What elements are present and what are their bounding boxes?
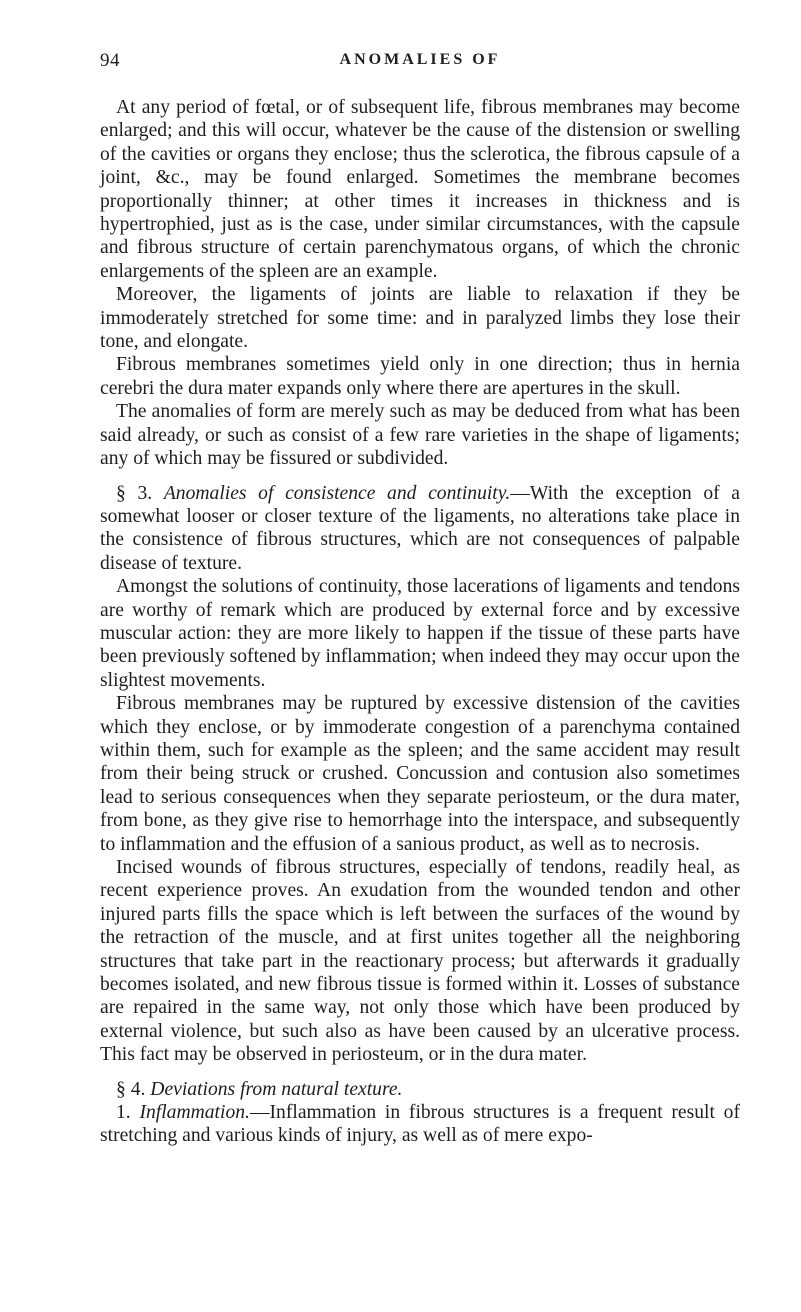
section-number: § 3. [116, 482, 153, 504]
paragraph: Moreover, the ligaments of joints are liable to relaxation if they be immoderately stretched for some time: and in paralyzed limbs they lose their tone, and elongate. [100, 284, 740, 353]
subsection-number: 1. [116, 1102, 131, 1124]
body-text [100, 96, 740, 1148]
section-paragraph [100, 1078, 740, 1101]
section-paragraph: § 3. Anomalies of consistence and continuity.—With the exception of a somewhat looser or closer texture of the ligaments, no alterations take place in the consistence of fibrous structures, which are not consequences of palpable disease of texture. [100, 482, 741, 574]
page-header [100, 50, 740, 78]
paragraph: The anomalies of form are merely such as may be deduced from what has been said already, or such as consist of a few rare varieties in the shape of ligaments; any of which may be fissured or subdivided. [100, 401, 740, 470]
subsection-heading: Inflammation. [139, 1102, 250, 1124]
section-heading: Anomalies of consistence and continuity. [163, 482, 511, 504]
subsection-paragraph: 1. Inflammation.—Inflammation in fibrous structures is a frequent result of stretching and various kinds of injury, as well as of mere expo- [100, 1102, 740, 1147]
page-number: 94 [100, 50, 120, 71]
running-title: ANOMALIES OF [339, 51, 501, 68]
paragraph: Incised wounds of fibrous structures, especially of tendons, readily heal, as recent experience proves. An exudation from the wounded tendon and other injured parts fills the space which is left between the surfaces of the wound by the retraction of the muscle, and at first unites together all the neighboring structures that take part in the reactionary process; but afterwards it gradually becomes isolated, and new fibrous tissue is formed within it. Losses of substance are repaired in the same way, not only those which have been produced by external violence, but such also as have been caused by an ulcerative process. This fact may be observed in periosteum, or in the dura mater. [100, 857, 740, 1066]
paragraph: At any period of fœtal, or of subsequent life, fibrous membranes may become enlarged; and this will occur, whatever be the cause of the distension or swelling of the cavities or organs they enclose; thus the sclerotica, the fibrous capsule of a joint, &c., may be found enlarged. Sometimes the membrane becomes proportionally thinner; at other times it increases in thickness and is hypertrophied, just as is the case, under similar circumstances, with the capsule and fibrous structure of certain parenchymatous organs, of which the chronic enlargements of the spleen are an example. [100, 97, 740, 282]
section-heading: Deviations from natural texture. [150, 1078, 403, 1100]
paragraph: Amongst the solutions of continuity, those lacerations of ligaments and tendons are worthy of remark which are produced by external force and by excessive muscular action: they are more likely to happen if the tissue of these parts have been previously softened by inflammation; when indeed they may occur upon the slightest movements. [100, 576, 740, 691]
paragraph: Fibrous membranes may be ruptured by excessive distension of the cavities which they enclose, or by immoderate congestion of a parenchyma contained within them, such for example as the spleen; and the same accident may result from their being struck or crushed. Concussion and contusion also sometimes lead to serious consequences when they separate periosteum, or the dura mater, from bone, as they give rise to hemorrhage into the interspace, and subsequently to inflammation and the effusion of a sanious product, as well as to necrosis. [100, 693, 740, 855]
section-number: § 4. [116, 1078, 146, 1100]
paragraph: Fibrous membranes sometimes yield only in one direction; thus in hernia cerebri the dura mater expands only where there are apertures in the skull. [100, 354, 740, 399]
